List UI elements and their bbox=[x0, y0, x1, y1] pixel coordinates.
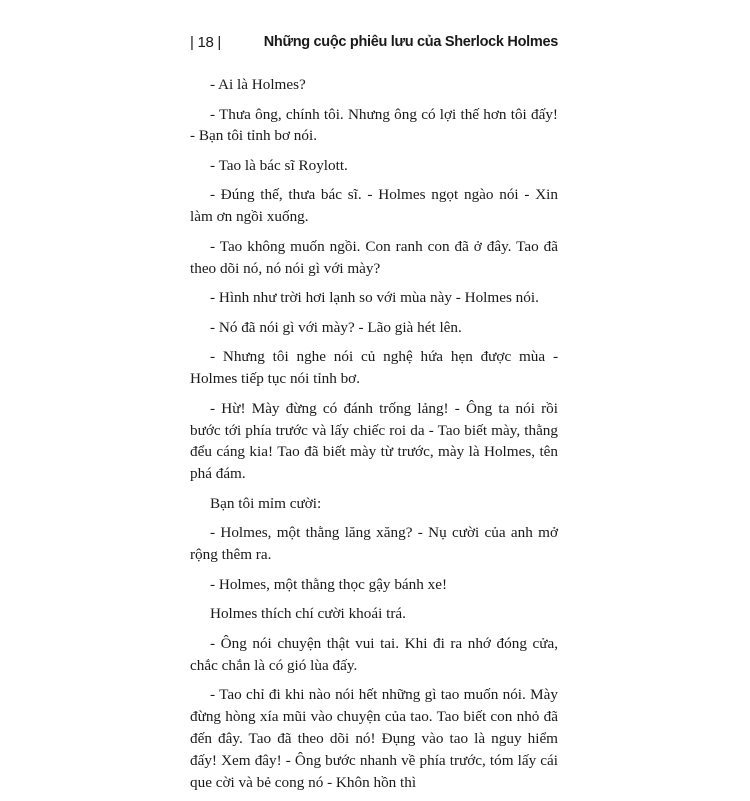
paragraph: - Hừ! Mày đừng có đánh trống lảng! - Ông ta nói rồi bước tới phía trước và lấy chiếc roi da - Tao biết mày, thằng đểu cáng kia! Tao đã biết mày từ trước, mày là Holmes, tên phá đám. bbox=[190, 399, 558, 483]
paragraph: Holmes thích chí cười khoái trá. bbox=[210, 605, 406, 623]
book-page bbox=[190, 0, 558, 791]
running-header bbox=[190, 34, 558, 58]
paragraph: - Tao chỉ đi khi nào nói hết những gì tao muốn nói. Mày đừng hòng xía mũi vào chuyện của tao. Tao biết con nhỏ đã đến đây. Tao đã theo dõi nó! Đụng vào tao là nguy hiểm đấy! Xem đây! - Ông bước nhanh về phía trước, tóm lấy cái que cời và bẻ cong nó - Khôn hồn thì bbox=[190, 686, 558, 791]
paragraph: - Holmes, một thằng thọc gậy bánh xe! bbox=[210, 575, 448, 593]
paragraph: Bạn tôi mỉm cười: bbox=[210, 494, 322, 512]
paragraph: - Đúng thế, thưa bác sĩ. - Holmes ngọt ngào nói - Xin làm ơn ngồi xuống. bbox=[190, 186, 558, 226]
paragraph: - Nó đã nói gì với mày? - Lão già hét lên. bbox=[210, 318, 462, 336]
paragraph: - Nhưng tôi nghe nói củ nghệ hứa hẹn được mùa - Holmes tiếp tục nói tỉnh bơ. bbox=[190, 348, 558, 388]
paragraph: - Tao không muốn ngồi. Con ranh con đã ở đây. Tao đã theo dõi nó, nó nói gì với mày? bbox=[190, 237, 558, 277]
body-text bbox=[190, 74, 558, 801]
book-title: Những cuộc phiêu lưu của Sherlock Holmes bbox=[263, 34, 558, 50]
paragraph: - Hình như trời hơi lạnh so với mùa này - Holmes nói. bbox=[210, 289, 539, 307]
paragraph: - Holmes, một thằng lăng xăng? - Nụ cười của anh mở rộng thêm ra. bbox=[190, 524, 558, 564]
paragraph: - Ai là Holmes? bbox=[210, 76, 306, 93]
paragraph: - Thưa ông, chính tôi. Nhưng ông có lợi thế hơn tôi đấy! - Bạn tôi tỉnh bơ nói. bbox=[190, 105, 558, 145]
paragraph: - Ông nói chuyện thật vui tai. Khi đi ra nhớ đóng cửa, chắc chắn là có gió lùa đấy. bbox=[190, 634, 558, 674]
page-number: | 18 | bbox=[190, 34, 222, 51]
paragraph: - Tao là bác sĩ Roylott. bbox=[210, 156, 348, 174]
